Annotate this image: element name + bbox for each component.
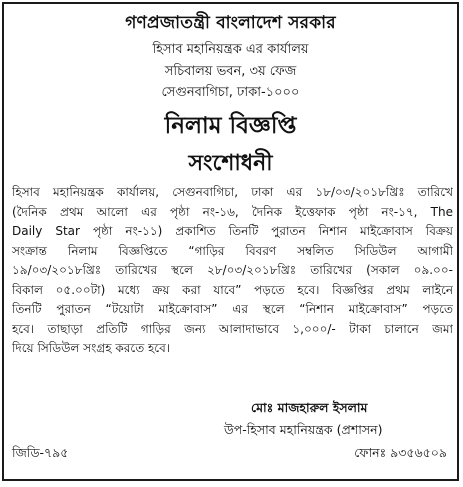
- body-line: Daily Star পৃষ্ঠা নং-১১) প্রকাশিত তিনটি পুরাতন নিশান মাইক্রোবাস বিক্রয়: [12, 224, 453, 238]
- body-line: (দৈনিক প্রথম আলো এর পৃষ্ঠা নং-১৬, দৈনিক ইত্তেফাক পৃষ্ঠা নং-১৭, The: [12, 204, 453, 219]
- government-name: গণপ্রজাতন্ত্রী বাংলাদেশ সরকার: [125, 13, 336, 33]
- body-line: দিয়ে সিডিউল সংগ্রহ করতে হবে।: [12, 341, 171, 355]
- phone-number: ফোনঃ ৯৩৫৬৫০৯: [354, 445, 447, 460]
- office-name: হিসাব মহানিয়ন্ত্রক এর কার্যালয়: [152, 42, 309, 57]
- body-line: বিকাল ০৫.০০টা) মধ্যে ক্রয় করা যাবে” পড়তে হবে। বিজ্ঞপ্তির প্রথম লাইনে: [12, 282, 453, 297]
- reference-number: জিডি-৭৯৫: [12, 445, 69, 460]
- body-line: সংক্রান্ত নিলাম বিজ্ঞপ্তিতে “গাড়ির বিবরণ সম্বলিত সিডিউল আগামী: [12, 243, 453, 258]
- body-line: ১৯/০৩/২০১৮খ্রিঃ তারিখের স্থলে ২৮/০৩/২০১৮খ্রিঃ তারিখের (সকাল ০৯.০০-: [12, 263, 453, 277]
- notice-body: [12, 183, 453, 359]
- notice-title: নিলাম বিজ্ঞপ্তি: [164, 113, 297, 139]
- office-building: সচিবালয় ভবন, ৩য় ফেজ: [164, 64, 297, 79]
- notice-subtitle: সংশোধনী: [188, 151, 273, 176]
- body-line: তিনটি পুরাতন “টয়োটা মাইক্রোবাস” এর স্থলে “নিশান মাইক্রোবাস” পড়তে: [12, 302, 453, 316]
- signatory-name: মোঃ মাজহারুল ইসলাম: [251, 400, 368, 415]
- body-line: হবে। তাছাড়া প্রতিটি গাড়ির জন্য আলাদাভাবে ১,০০০/- টাকা চালানে জমা: [12, 321, 453, 336]
- body-line: হিসাব মহানিয়ন্ত্রক কার্যালয়, সেগুনবাগিচা, ঢাকা এর ১৮/০৩/২০১৮খ্রিঃ তারিখে: [12, 185, 453, 199]
- signatory-designation: উপ-হিসাব মহানিয়ন্ত্রক (প্রশাসন): [224, 422, 383, 437]
- office-address: সেগুনবাগিচা, ঢাকা-১০০০: [161, 85, 300, 100]
- auction-notice: [2, 2, 459, 481]
